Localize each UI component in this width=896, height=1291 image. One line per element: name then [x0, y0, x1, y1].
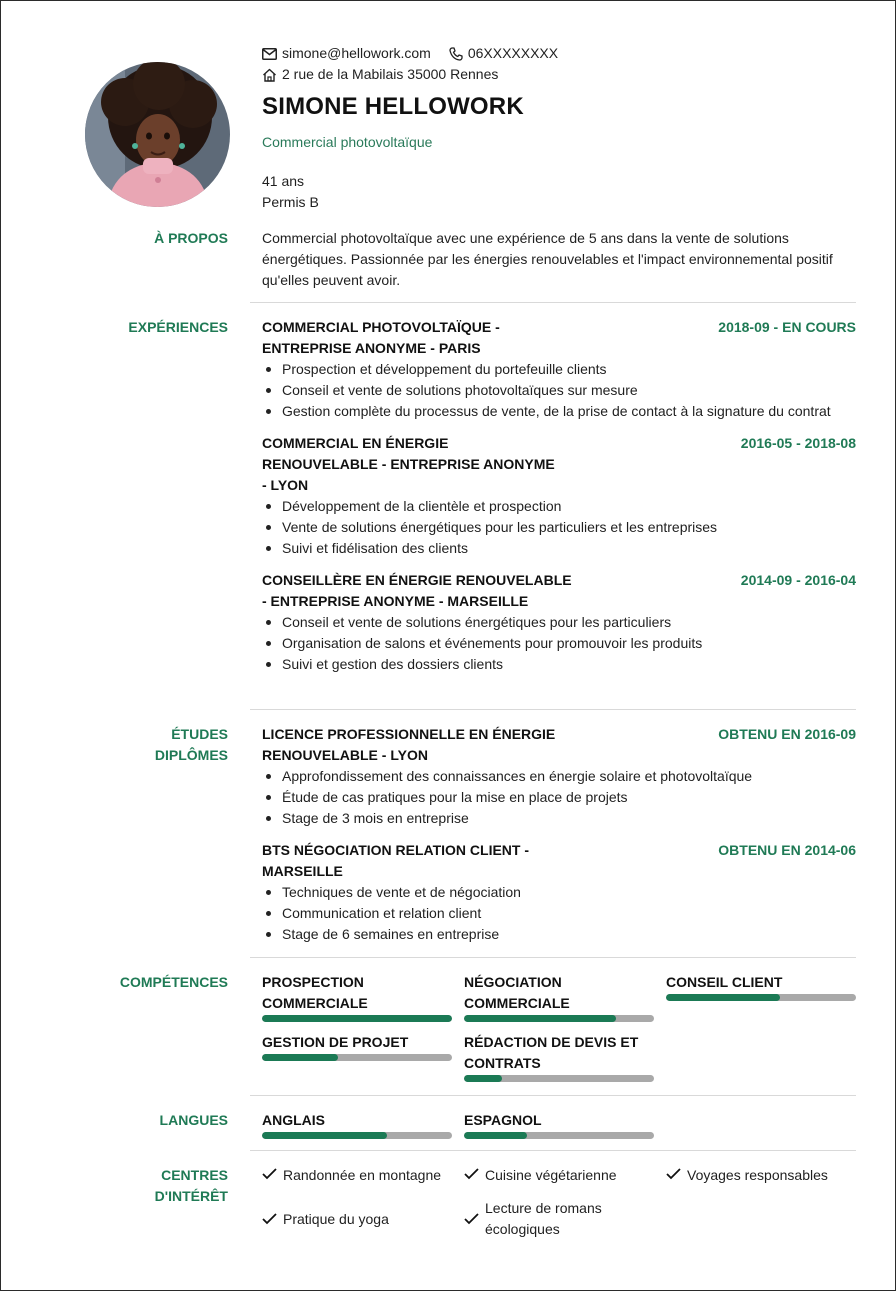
check-icon — [464, 1213, 479, 1225]
skill-item — [464, 972, 654, 1022]
interest-item — [262, 1198, 464, 1240]
language-item — [464, 1110, 654, 1139]
skill-name: CONSEIL CLIENT — [666, 974, 783, 990]
language-bar — [262, 1132, 452, 1139]
check-icon — [464, 1168, 479, 1180]
label-line: CENTRES — [161, 1167, 228, 1183]
skill-name: RÉDACTION DE DEVIS ET CONTRATS — [464, 1034, 639, 1071]
phone-icon — [449, 47, 463, 61]
languages-grid — [262, 1110, 856, 1139]
education-title: LICENCE PROFESSIONNELLE EN ÉNERGIE RENOUVELABLE - LYON — [262, 726, 556, 763]
list-item: Stage de 6 semaines en entreprise — [262, 924, 856, 945]
skill-item — [666, 972, 856, 1022]
interest-item — [262, 1165, 464, 1186]
interest-text: Randonnée en montagne — [283, 1167, 442, 1183]
interests-section — [262, 1165, 856, 1240]
list-item: Étude de cas pratiques pour la mise en place de projets — [262, 787, 856, 808]
section-label-languages: LANGUES — [159, 1112, 228, 1128]
skill-bar-fill — [262, 1054, 338, 1061]
list-item: Conseil et vente de solutions photovoltaïques sur mesure — [262, 380, 856, 401]
list-item: Suivi et fidélisation des clients — [262, 538, 856, 559]
list-item: Conseil et vente de solutions énergétiques pour les particuliers — [262, 612, 856, 633]
interest-text: Voyages responsables — [687, 1167, 828, 1183]
list-item: Techniques de vente et de négociation — [262, 882, 856, 903]
list-item: Approfondissement des connaissances en énergie solaire et photovoltaïque — [262, 766, 856, 787]
language-bar-fill — [464, 1132, 527, 1139]
skill-bar-fill — [666, 994, 780, 1001]
experience-bullets — [262, 496, 856, 559]
check-icon — [262, 1168, 277, 1180]
divider — [250, 1095, 856, 1096]
interest-item — [464, 1198, 666, 1240]
interest-item — [666, 1165, 856, 1186]
experience-date: 2018-09 - EN COURS — [718, 319, 856, 335]
education-bullets — [262, 766, 856, 829]
interest-item — [464, 1165, 666, 1186]
interest-text: Cuisine végétarienne — [485, 1167, 617, 1183]
section-label-experiences: EXPÉRIENCES — [128, 319, 228, 335]
experience-title: COMMERCIAL EN ÉNERGIE RENOUVELABLE - ENTREPRISE ANONYME - LYON — [262, 435, 555, 493]
section-label-interests — [155, 1165, 228, 1207]
experience-bullets — [262, 612, 856, 675]
list-item: Développement de la clientèle et prospection — [262, 496, 856, 517]
language-item — [262, 1110, 452, 1139]
age-text: 41 ans — [262, 173, 305, 189]
job-title: Commercial photovoltaïque — [262, 134, 433, 150]
about-text: Commercial photovoltaïque avec une expérience de 5 ans dans la vente de solutions énergétiques. Passionnée par les énergies renouvelables et l'impact environnemental positif qu'elles peuvent avoir. — [262, 230, 833, 288]
skill-bar-fill — [464, 1015, 616, 1022]
phone-item — [449, 43, 558, 64]
experience-bullets — [262, 359, 856, 422]
divider — [250, 957, 856, 958]
personal-info — [262, 171, 319, 213]
label-line: ÉTUDES — [171, 726, 228, 742]
education-date: OBTENU EN 2014-06 — [718, 842, 856, 858]
divider — [250, 1150, 856, 1151]
interests-grid — [262, 1165, 856, 1240]
skill-item — [262, 1032, 452, 1082]
address-text: 2 rue de la Mabilais 35000 Rennes — [282, 66, 499, 82]
skill-item — [464, 1032, 654, 1082]
license-text: Permis B — [262, 194, 319, 210]
experience-title: CONSEILLÈRE EN ÉNERGIE RENOUVELABLE - ENTREPRISE ANONYME - MARSEILLE — [262, 572, 572, 609]
divider — [250, 709, 856, 710]
avatar — [85, 62, 230, 207]
languages-section — [262, 1110, 856, 1139]
phone-text: 06XXXXXXXX — [467, 45, 559, 61]
experience-entry — [262, 433, 856, 559]
skills-grid — [262, 972, 856, 1082]
check-icon — [666, 1168, 681, 1180]
interest-text: Lecture de romans écologiques — [485, 1200, 602, 1237]
mail-icon — [262, 48, 277, 60]
skill-bar — [262, 1015, 452, 1022]
list-item: Stage de 3 mois en entreprise — [262, 808, 856, 829]
address-item — [262, 64, 498, 85]
education-bullets — [262, 882, 856, 945]
skill-name: PROSPECTION COMMERCIALE — [262, 974, 368, 1011]
experience-date: 2016-05 - 2018-08 — [740, 435, 856, 451]
education-section — [262, 724, 856, 956]
skill-item — [262, 972, 452, 1022]
list-item: Communication et relation client — [262, 903, 856, 924]
skill-bar-fill — [262, 1015, 452, 1022]
skill-bar — [262, 1054, 452, 1061]
check-icon — [262, 1213, 277, 1225]
home-icon — [262, 68, 277, 82]
email-item — [262, 43, 431, 64]
education-entry — [262, 840, 856, 945]
section-label-about: À PROPOS — [154, 230, 228, 246]
skill-bar-fill — [464, 1075, 502, 1082]
language-name: ESPAGNOL — [464, 1112, 542, 1128]
section-label-education — [155, 724, 228, 766]
skill-bar — [464, 1075, 654, 1082]
list-item: Vente de solutions énergétiques pour les particuliers et les entreprises — [262, 517, 856, 538]
list-item: Organisation de salons et événements pour promouvoir les produits — [262, 633, 856, 654]
list-item: Suivi et gestion des dossiers clients — [262, 654, 856, 675]
experience-entry — [262, 570, 856, 675]
contact-block — [262, 43, 576, 85]
label-line: DIPLÔMES — [154, 747, 228, 763]
section-label-skills: COMPÉTENCES — [119, 974, 228, 990]
language-bar — [464, 1132, 654, 1139]
skill-bar — [666, 994, 856, 1001]
experience-title: COMMERCIAL PHOTOVOLTAÏQUE - ENTREPRISE ANONYME - PARIS — [262, 319, 500, 356]
education-entry — [262, 724, 856, 829]
skill-name: GESTION DE PROJET — [262, 1034, 409, 1050]
email-text: simone@hellowork.com — [282, 45, 431, 61]
language-bar-fill — [262, 1132, 387, 1139]
experience-date: 2014-09 - 2016-04 — [740, 572, 856, 588]
education-date: OBTENU EN 2016-09 — [718, 726, 856, 742]
skill-name: NÉGOCIATION COMMERCIALE — [464, 974, 570, 1011]
divider — [250, 302, 856, 303]
experience-entry — [262, 317, 856, 422]
skill-bar — [464, 1015, 654, 1022]
list-item: Prospection et développement du portefeuille clients — [262, 359, 856, 380]
list-item: Gestion complète du processus de vente, de la prise de contact à la signature du contrat — [262, 401, 856, 422]
label-line: D'INTÉRÊT — [154, 1188, 228, 1204]
interest-text: Pratique du yoga — [283, 1210, 389, 1227]
education-title: BTS NÉGOCIATION RELATION CLIENT - MARSEILLE — [262, 842, 530, 879]
candidate-name: SIMONE HELLOWORK — [262, 93, 524, 120]
language-name: ANGLAIS — [262, 1112, 325, 1128]
skills-section — [262, 972, 856, 1082]
experiences-section — [262, 317, 856, 686]
